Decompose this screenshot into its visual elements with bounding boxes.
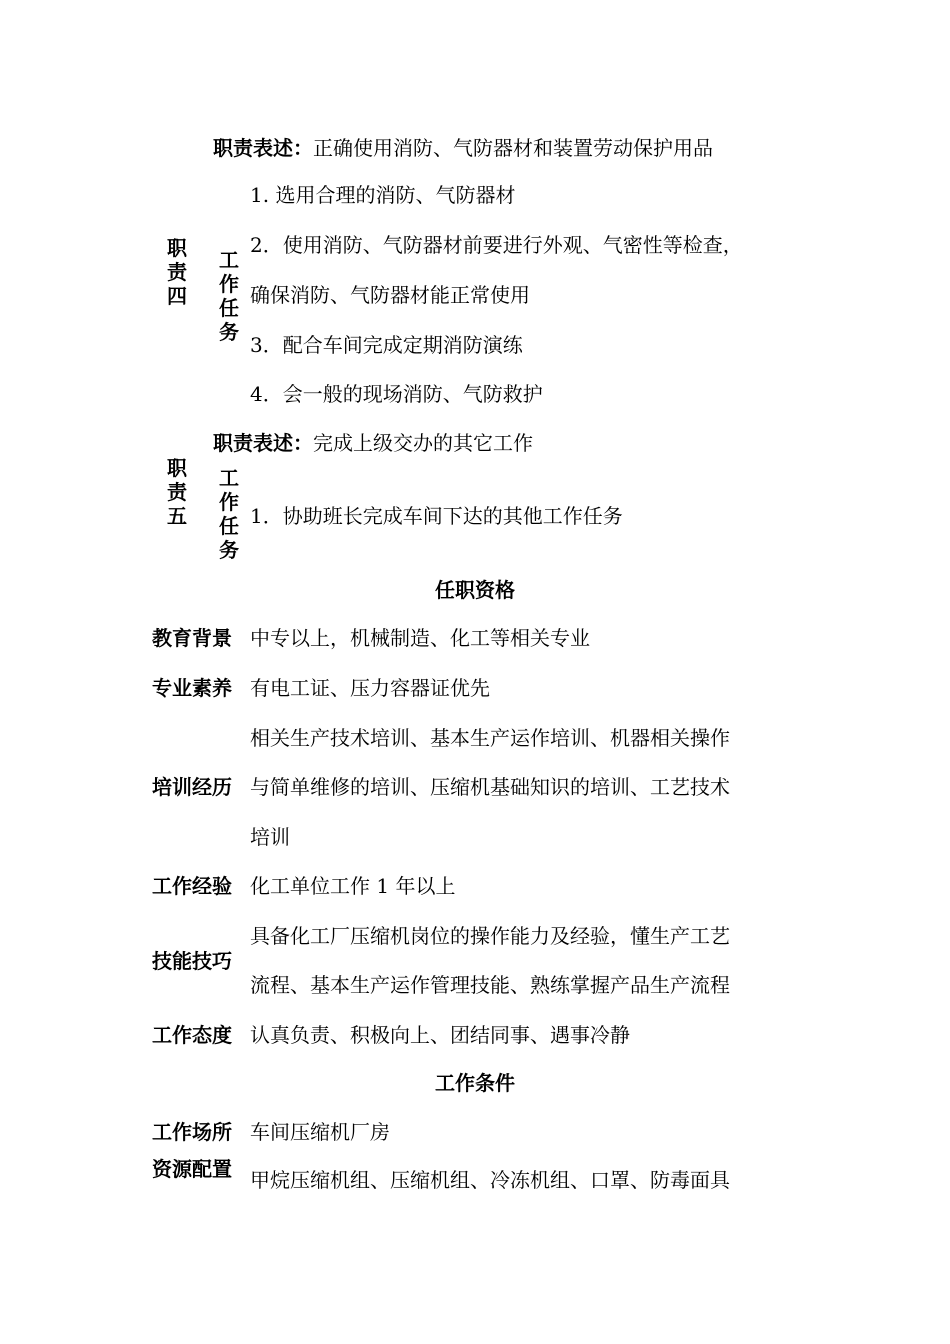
skills-line-1: 具备化工厂压缩机岗位的操作能力及经验，懂生产工艺	[250, 924, 730, 948]
place-label: 工作场所	[152, 1120, 232, 1144]
duty4-task-4: 4．会一般的现场消防、气防救护	[250, 382, 543, 406]
duty4-description	[213, 136, 713, 160]
duty5-description-label: 职责表述：	[213, 431, 313, 455]
duty4-task-3: 3．配合车间完成定期消防演练	[250, 333, 523, 357]
training-line-1: 相关生产技术培训、基本生产运作培训、机器相关操作	[250, 726, 730, 750]
professional-label: 专业素养	[152, 676, 232, 700]
education-value: 中专以上，机械制造、化工等相关专业	[250, 626, 590, 650]
education-label: 教育背景	[152, 626, 232, 650]
duty4-description-label: 职责表述：	[213, 136, 313, 160]
duty4-task-label: 工 作 任 务	[219, 248, 239, 344]
skills-line-2: 流程、基本生产运作管理技能、熟练掌握产品生产流程	[250, 973, 730, 997]
duty5-description-text: 完成上级交办的其它工作	[313, 431, 533, 455]
training-label: 培训经历	[152, 775, 232, 799]
attitude-value: 认真负责、积极向上、团结同事、遇事冷静	[250, 1023, 630, 1047]
duty4-task-1: 1. 选用合理的消防、气防器材	[250, 183, 516, 207]
duty4-task-2-cont: 确保消防、气防器材能正常使用	[250, 283, 530, 307]
duty4-task-2: 2．使用消防、气防器材前要进行外观、气密性等检查，	[250, 233, 743, 257]
resources-label: 资源配置	[152, 1157, 232, 1181]
professional-value: 有电工证、压力容器证优先	[250, 676, 490, 700]
skills-label: 技能技巧	[152, 949, 232, 973]
conditions-heading: 工作条件	[435, 1071, 515, 1095]
duty4-description-text: 正确使用消防、气防器材和装置劳动保护用品	[313, 136, 713, 160]
experience-label: 工作经验	[152, 874, 232, 898]
duty4-label: 职 责 四	[167, 236, 187, 308]
attitude-label: 工作态度	[152, 1023, 232, 1047]
place-value: 车间压缩机厂房	[250, 1120, 390, 1144]
experience-value: 化工单位工作 1 年以上	[250, 874, 456, 898]
training-line-3: 培训	[250, 825, 290, 849]
duty5-description	[213, 431, 533, 455]
training-line-2: 与简单维修的培训、压缩机基础知识的培训、工艺技术	[250, 775, 730, 799]
duty5-task-label: 工 作 任 务	[219, 466, 239, 562]
duty5-task-1: 1．协助班长完成车间下达的其他工作任务	[250, 504, 623, 528]
resources-value: 甲烷压缩机组、压缩机组、冷冻机组、口罩、防毒面具	[250, 1168, 730, 1192]
qualifications-heading: 任职资格	[435, 578, 515, 602]
duty5-label: 职 责 五	[167, 456, 187, 528]
